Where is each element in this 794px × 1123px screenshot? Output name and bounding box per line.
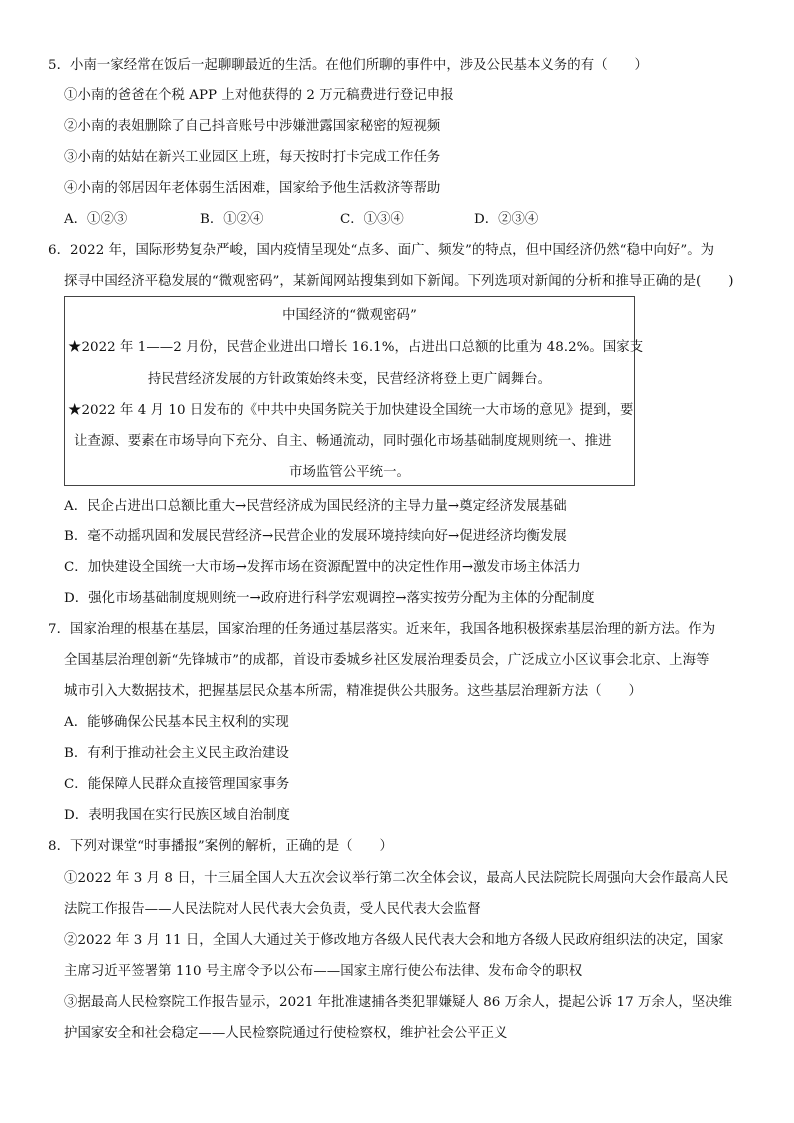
q6-box-line-4: 让查源、要素在市场导向下充分、自主、畅通流动，同时强化市场基础制度规则统一、推进 — [74, 434, 612, 449]
q7-stem-line-2: 全国基层治理创新“先锋城市”的成都，首设市委城乡社区发展治理委员会，广泛成立小区议事会北京、上海等 — [64, 653, 710, 668]
q7-option-d[interactable]: D．表明我国在实行民族区域自治制度 — [64, 808, 290, 823]
q8-item-3-line-1: ③据最高人民检察院工作报告显示，2021 年批准逮捕各类犯罪嫌疑人 86 万余人，提起公诉 17 万余人，坚决维 — [64, 995, 733, 1010]
q6-box-line-3: ★2022 年 4 月 10 日发布的《中共中央国务院关于加快建设全国统一大市场的意见》提到，要 — [68, 403, 634, 418]
q5-stem: 5．小南一家经常在饭后一起聊聊最近的生活。在他们所聊的事件中，涉及公民基本义务的有（ ） — [48, 58, 648, 73]
q8-item-2-line-1: ②2022 年 3 月 11 日，全国人大通过关于修改地方各级人民代表大会和地方各级人民政府组织法的决定，国家 — [64, 933, 724, 948]
q5-option-d[interactable]: D．②③④ — [474, 212, 539, 227]
q5-option-a[interactable]: A．①②③ — [64, 212, 128, 227]
q5-item-1: ①小南的爸爸在个税 APP 上对他获得的 2 万元稿费进行登记申报 — [64, 88, 454, 103]
q6-stem-line-1: 6．2022 年，国际形势复杂严峻，国内疫情呈现处“点多、面广、频发”的特点，但中国经济仍然“稳中向好”。为 — [48, 243, 715, 258]
q5-item-2: ②小南的表姐删除了自己抖音账号中涉嫌泄露国家秘密的短视频 — [64, 119, 441, 134]
q7-option-b[interactable]: B．有利于推动社会主义民主政治建设 — [64, 746, 289, 761]
q8-item-3-line-2: 护国家安全和社会稳定——人民检察院通过行使检察权，维护社会公平正义 — [64, 1026, 508, 1041]
q8-stem: 8．下列对课堂“时事播报”案例的解析，正确的是（ ） — [48, 839, 393, 854]
q6-box-line-1: ★2022 年 1——2 月份，民营企业进出口增长 16.1%，占进出口总额的比重为 48.2%。国家支 — [68, 340, 644, 355]
q6-option-a[interactable]: A．民企占进出口总额比重大→民营经济成为国民经济的主导力量→奠定经济发展基础 — [64, 499, 567, 514]
q5-item-4: ④小南的邻居因年老体弱生活困难，国家给予他生活救济等帮助 — [64, 181, 441, 196]
q6-box-line-5: 市场监管公平统一。 — [289, 465, 410, 480]
q6-box-line-2: 持民营经济发展的方针政策始终未变，民营经济将登上更广阔舞台。 — [147, 372, 552, 387]
q8-item-2-line-2: 主席习近平签署第 110 号主席令予以公布——国家主席行使公布法律、发布命令的职权 — [64, 964, 583, 979]
q5-item-3: ③小南的姑姑在新兴工业园区上班，每天按时打卡完成工作任务 — [64, 150, 441, 165]
q6-stem-line-2: 探寻中国经济平稳发展的“微观密码”，某新闻网站搜集到如下新闻。下列选项对新闻的分析和推导正确的是( ) — [64, 274, 734, 289]
q7-stem-line-3: 城市引入大数据技术，把握基层民众基本所需，精准提供公共服务。这些基层治理新方法（ ） — [64, 684, 642, 699]
q7-option-a[interactable]: A．能够确保公民基本民主权利的实现 — [64, 715, 289, 730]
q8-item-1-line-2: 法院工作报告——人民法院对人民代表大会负责，受人民代表大会监督 — [64, 902, 481, 917]
q7-stem-line-1: 7．国家治理的根基在基层，国家治理的任务通过基层落实。近来年，我国各地积极探索基层治理的新方法。作为 — [48, 622, 716, 637]
q6-option-c[interactable]: C．加快建设全国统一大市场→发挥市场在资源配置中的决定性作用→激发市场主体活力 — [64, 560, 581, 575]
q5-option-b[interactable]: B．①②④ — [200, 212, 264, 227]
q6-box-title: 中国经济的“微观密码” — [282, 308, 417, 323]
q7-option-c[interactable]: C．能保障人民群众直接管理国家事务 — [64, 777, 290, 792]
q6-option-b[interactable]: B．毫不动摇巩固和发展民营经济→民营企业的发展环境持续向好→促进经济均衡发展 — [64, 529, 567, 544]
q8-item-1-line-1: ①2022 年 3 月 8 日，十三届全国人大五次会议举行第二次全体会议，最高人民法院院长周强向大会作最高人民 — [64, 871, 729, 886]
q5-options — [64, 210, 624, 230]
q5-option-c[interactable]: C．①③④ — [340, 212, 404, 227]
q6-option-d[interactable]: D．强化市场基础制度规则统一→政府进行科学宏观调控→落实按劳分配为主体的分配制度 — [64, 591, 595, 606]
